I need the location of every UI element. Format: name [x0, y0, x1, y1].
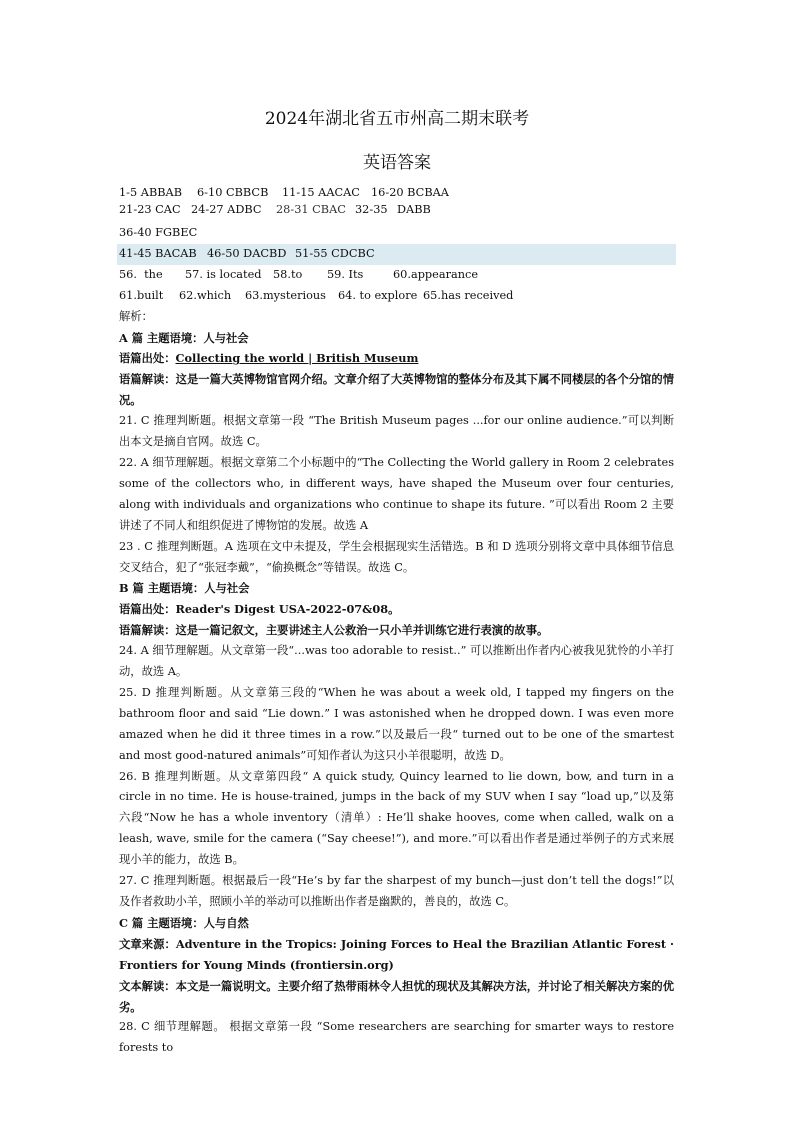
answer-group: DABB	[397, 203, 431, 216]
answer-group: 24-27 ADBC	[191, 203, 262, 216]
answer-28: 28. C 细节理解题。 根据文章第一段 “Some researchers are searching for smarter ways to restore forests to	[119, 1020, 674, 1055]
answer-group: 51-55 CDCBC	[295, 246, 375, 260]
answer-row-2	[119, 201, 674, 219]
section-a-source	[119, 348, 674, 369]
document-body	[119, 184, 674, 1059]
answer-26: 26. B 推理判断题。从文章第四段“ A quick study, Quincy learned to lie down, bow, and turn in a circle in no time. He is house-trained, jumps in the back of my SUV when I say “load up,”以及第六段“Now he has a whole inventory（清单）: He’ll shake hooves, come when called, walk on a leash, wave, smile for the camera (“Say cheese!”), and more.”可以看出作者是通过举例子的方式来展现小羊的能力，故选 B。	[119, 769, 674, 867]
answer-22: 22. A 细节理解题。根据文章第二个小标题中的“The Collecting the World gallery in Room 2 celebrates some of the collectors who, in different ways, have shaped the Museum over four centuries, along with individuals and organizations who continue to shape its future. ”可以看出 Room 2 主要讲述了不同人和组织促进了博物馆的发展。故选 A	[119, 455, 674, 532]
source-label: 语篇出处：	[119, 351, 176, 366]
answer-group: 57. is located	[185, 267, 262, 281]
source-link[interactable]: Collecting the world | British Museum	[175, 351, 419, 366]
answer-group: 46-50 DACBD	[207, 246, 287, 260]
answer-row-6	[119, 286, 674, 307]
answer-group: 16-20 BCBAA	[371, 186, 449, 199]
section-c-heading: C 篇 主题语境：人与自然	[119, 915, 249, 930]
section-c-interpretation: 文本解读：本文是一篇说明文。主要介绍了热带雨林令人担忧的现状及其解决方法，并讨论了相关解决方案的优劣。	[119, 978, 674, 1014]
answer-27: 27. C 推理判断题。根据最后一段“He’s by far the sharpest of my bunch—just don’t tell the dogs!”以及作者救助小羊，照顾小羊的举动可以推断出作者是幽默的，善良的，故选 C。	[119, 874, 674, 908]
answer-group: 58.to	[273, 267, 303, 281]
answer-group: 1-5 ABBAB	[119, 186, 183, 199]
answer-row-5	[119, 265, 674, 286]
answer-group: 11-15 AACAC	[282, 186, 360, 199]
page-subtitle: 英语答案	[363, 153, 431, 173]
answer-group: 63.mysterious	[245, 288, 326, 302]
answer-21: 21. C 推理判断题。根据文章第一段 “The British Museum pages ...for our online audience.”可以判断出本文是摘自官网。故选 C。	[119, 414, 674, 449]
answer-group: 21-23 CAC	[119, 203, 181, 216]
answer-group: 56. the	[119, 267, 163, 281]
analysis-label: 解析：	[119, 309, 153, 323]
answer-group: 28-31 CBAC	[276, 203, 346, 216]
answer-group: 61.built	[119, 288, 164, 302]
answer-group: 64. to explore	[338, 288, 418, 302]
answer-group: 41-45 BACAB	[119, 246, 197, 260]
answer-group: 32-35	[355, 203, 388, 216]
section-a-interpretation: 语篇解读：这是一篇大英博物馆官网介绍。文章介绍了大英博物馆的整体分布及其下属不同楼层的各个分馆的情况。	[119, 372, 674, 408]
section-c-source: 文章来源：Adventure in the Tropics: Joining Forces to Heal the Brazilian Atlantic Forest · Frontiers for Young Minds (frontiersin.org)	[119, 936, 674, 972]
section-b-heading: B 篇 主题语境：人与社会	[119, 581, 250, 596]
page-title: 2024年湖北省五市州高二期末联考	[264, 109, 530, 129]
answer-24: 24. A 细节理解题。从文章第一段“...was too adorable to resist..” 可以推断出作者内心被我见犹怜的小羊打动，故选 A。	[119, 644, 674, 679]
section-b-source: 语篇出处：Reader's Digest USA-2022-07&08。	[119, 602, 400, 617]
answer-row-4-highlighted	[117, 244, 676, 265]
section-a-heading: A 篇 主题语境：人与社会	[119, 330, 249, 345]
answer-row-1	[119, 184, 674, 201]
answer-group: 65.has received	[423, 288, 514, 302]
answer-group: 62.which	[179, 288, 232, 302]
answer-group: 60.appearance	[393, 267, 479, 281]
answer-25: 25. D 推理判断题。从文章第三段的“When he was about a week old, I tapped my fingers on the bathroom floor and said “Lie down.” I was astonished when he dropped down. I was even more amazed when he did it three times in a row.”以及最后一段“ turned out to be one of the smartest and most good-natured animals”可知作者认为这只小羊很聪明，故选 D。	[119, 685, 674, 762]
answer-group: 36-40 FGBEC	[119, 226, 198, 239]
answer-group: 6-10 CBBCB	[197, 186, 269, 199]
section-b-interpretation: 语篇解读：这是一篇记叙文，主要讲述主人公救治一只小羊并训练它进行表演的故事。	[119, 623, 549, 638]
answer-23: 23 . C 推理判断题。A 选项在文中未提及，学生会根据现实生活错选。B 和 D 选项分别将文章中具体细节信息交叉结合，犯了“张冠李戴”，“偷换概念”等错误。故选 C。	[119, 539, 674, 574]
answer-row-3	[119, 223, 674, 244]
answer-group: 59. Its	[327, 267, 364, 281]
